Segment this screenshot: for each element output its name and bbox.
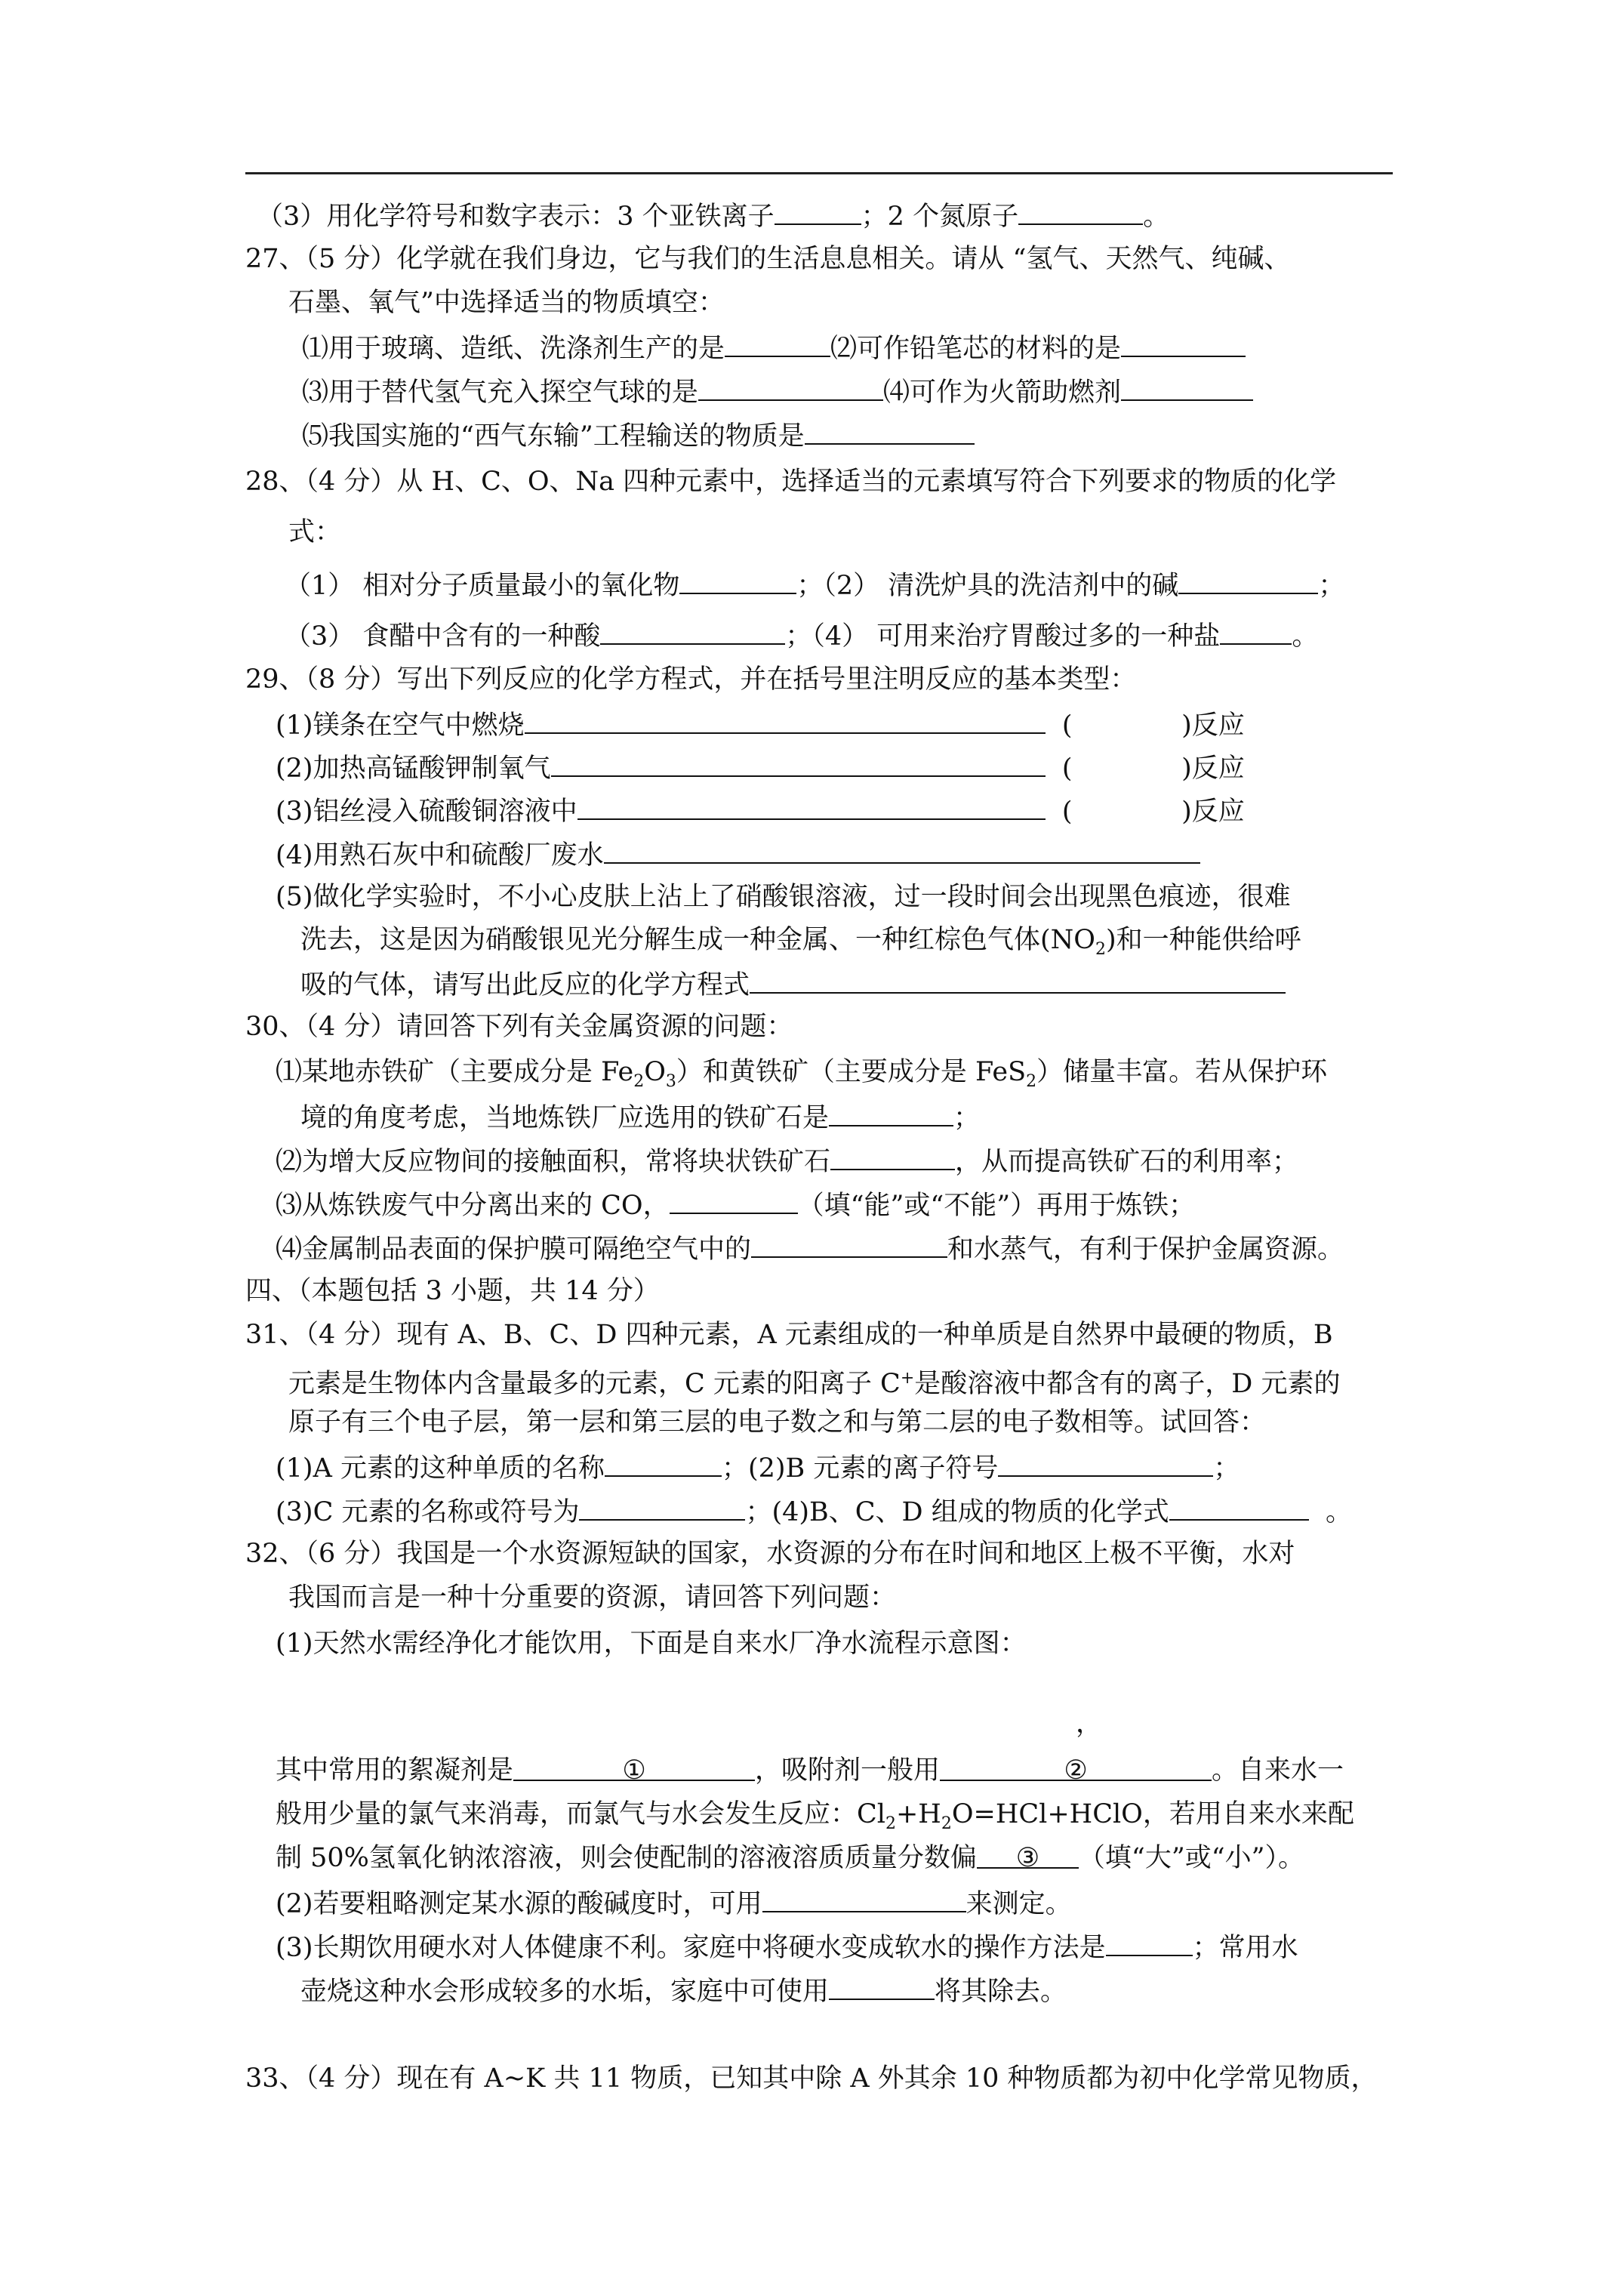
text-line-l33 [276, 1627, 1027, 1660]
text-line-l31 [245, 1537, 1295, 1570]
answer-blank: ② [940, 1754, 1212, 1781]
line-text: ；常用水 [1192, 1933, 1298, 1963]
line-text: 制 50%氢氧化钠浓溶液，则会使配制的溶液溶质质量分数偏 [276, 1843, 977, 1873]
line-text: (1)A 元素的这种单质的名称 [276, 1453, 605, 1484]
line-text: 我国而言是一种十分重要的资源，请回答下列问题： [288, 1583, 897, 1613]
subscript: 2 [1026, 1072, 1037, 1091]
text-line-l09 [285, 567, 1344, 603]
line-text: （填“大”或“小”）。 [1078, 1843, 1304, 1873]
line-text: )和一种能供给呼 [1105, 925, 1301, 955]
text-line-l17 [300, 923, 1301, 966]
answer-blank [577, 793, 1046, 820]
line-text: 31、（4 分）现有 A、B、C、D 四种元素，A 元素组成的一种单质是自然界中最硬的物质，B [245, 1320, 1333, 1350]
text-line-l38 [276, 1885, 1072, 1921]
text-line-l14 [276, 793, 1245, 828]
text-line-l18 [300, 966, 1286, 1002]
line-text: (1)镁条在空气中燃烧 [276, 710, 525, 741]
text-line-l08 [288, 516, 341, 549]
text-line-l37 [276, 1841, 1304, 1875]
line-text: ；（4） 可用来治疗胃酸过多的一种盐 [785, 621, 1221, 652]
line-text: (5)做化学实验时，不小心皮肤上沾上了硝酸银溶液，过一段时间会出现黑色痕迹，很难 [276, 882, 1291, 912]
answer-blank [829, 1099, 953, 1126]
text-line-l11 [245, 663, 1136, 696]
text-line-l03 [288, 286, 725, 319]
answer-blank [551, 750, 1046, 777]
line-text: O=HCl+HClO，若用自来水来配 [951, 1799, 1354, 1829]
line-text: 是酸溶液中都含有的离子，D 元素的 [914, 1369, 1341, 1399]
line-text: (3)C 元素的名称或符号为 [276, 1497, 580, 1527]
text-line-l02 [245, 242, 1290, 276]
text-line-l07 [245, 465, 1336, 498]
answer-blank: ① [513, 1754, 755, 1781]
line-text: 原子有三个电子层，第一层和第三层的电子数之和与第二层的电子数相等。试回答： [288, 1407, 1267, 1438]
answer-blank [600, 618, 785, 645]
answer-blank [762, 1885, 966, 1912]
line-text: ⑴某地赤铁矿（主要成分是 Fe [276, 1057, 634, 1087]
answer-blank [775, 198, 861, 225]
text-line-l15 [276, 837, 1200, 872]
text-line-l24 [276, 1231, 1344, 1266]
answer-blank [604, 837, 1200, 864]
line-text: 境的角度考虑，当地炼铁厂应选用的铁矿石是 [300, 1103, 830, 1133]
line-text: 四、（本题包括 3 小题，共 14 分） [245, 1276, 660, 1306]
line-text: ( )反应 [1045, 754, 1245, 784]
line-text: (1)天然水需经净化才能饮用，下面是自来水厂净水流程示意图： [276, 1629, 1027, 1659]
line-text: 30、（4 分）请回答下列有关金属资源的问题： [245, 1012, 793, 1042]
text-line-l27 [288, 1362, 1340, 1401]
line-text: ；(2)B 元素的离子符号 [721, 1453, 999, 1484]
text-line-l10 [285, 618, 1318, 653]
line-text: ； [953, 1103, 981, 1133]
line-text: ； [1213, 1453, 1240, 1484]
line-text: （3）用化学符号和数字表示：3 个亚铁离子 [257, 202, 775, 232]
line-text: ⑵可作铅笔芯的材料的是 [830, 334, 1122, 364]
answer-blank [1121, 330, 1246, 357]
line-text: ⑸我国实施的“西气东输”工程输送的物质是 [302, 421, 805, 451]
text-line-l20 [276, 1056, 1327, 1099]
line-text: ⑷金属制品表面的保护膜可隔绝空气中的 [276, 1234, 752, 1265]
text-line-l35 [276, 1754, 1344, 1787]
answer-blank [1169, 1493, 1309, 1521]
text-line-l25 [245, 1274, 660, 1308]
line-text: 吸的气体，请写出此反应的化学方程式 [300, 970, 750, 1000]
line-text: ( )反应 [1045, 710, 1245, 741]
line-text: （3） 食醋中含有的一种酸 [285, 621, 601, 652]
answer-blank [670, 1187, 798, 1214]
answer-blank [725, 330, 830, 357]
line-text: ⑶从炼铁废气中分离出来的 CO， [276, 1191, 670, 1221]
line-text: ⑴用于玻璃、造纸、洗涤剂生产的是 [302, 334, 725, 364]
text-line-l22 [276, 1143, 1298, 1179]
line-text: 般用少量的氯气来消毒，而氯气与水会发生反应：Cl [276, 1799, 885, 1829]
line-text: (2)加热高锰酸钾制氧气 [276, 754, 551, 784]
answer-blank [805, 418, 975, 445]
line-text: ，吸附剂一般用 [755, 1755, 941, 1786]
subscript: 2 [885, 1814, 896, 1833]
line-text: ⑶用于替代氢气充入探空气球的是 [302, 378, 699, 408]
answer-blank: ③ [977, 1841, 1079, 1869]
subscript: 3 [665, 1072, 676, 1091]
answer-blank [751, 1231, 947, 1258]
text-line-l30 [276, 1493, 1352, 1529]
text-line-l23 [276, 1187, 1195, 1222]
line-text: ； [1318, 571, 1345, 601]
line-text: ⑵为增大反应物间的接触面积，常将块状铁矿石 [276, 1147, 831, 1177]
line-text: （1） 相对分子质量最小的氧化物 [285, 571, 680, 601]
line-text: ⑷可作为火箭助燃剂 [883, 378, 1122, 408]
answer-blank [525, 707, 1046, 734]
text-line-l13 [276, 750, 1245, 785]
line-text: 。自来水一 [1212, 1755, 1344, 1786]
line-text: （填“能”或“不能”）再用于炼铁； [797, 1191, 1196, 1221]
answer-blank [698, 374, 883, 401]
line-text: (3)长期饮用硬水对人体健康不利。家庭中将硬水变成软水的操作方法是 [276, 1933, 1106, 1963]
line-text: 式： [288, 517, 342, 547]
text-line-l01 [257, 198, 1169, 233]
answer-blank [1220, 618, 1292, 645]
text-line-l05 [302, 374, 1253, 409]
line-text: ( )反应 [1045, 797, 1245, 827]
text-line-l36 [276, 1798, 1354, 1841]
line-text: (4)用熟石灰中和硫酸厂废水 [276, 840, 604, 871]
answer-blank [679, 567, 796, 594]
line-text: 其中常用的絮凝剂是 [276, 1755, 514, 1786]
line-text: 27、（5 分）化学就在我们身边，它与我们的生活息息相关。请从 “氢气、天然气、纯碱、 [245, 244, 1291, 274]
text-line-l40 [300, 1973, 1067, 2008]
answer-blank [1106, 1929, 1193, 1956]
line-text: 将其除去。 [935, 1977, 1067, 2007]
line-text: 29、（8 分）写出下列反应的化学方程式，并在括号里注明反应的基本类型： [245, 664, 1137, 695]
text-line-l06 [302, 418, 975, 453]
line-text: (2)若要粗略测定某水源的酸碱度时，可用 [276, 1889, 762, 1919]
header-rule [245, 172, 1393, 174]
answer-blank [579, 1493, 745, 1521]
text-line-l19 [245, 1010, 793, 1043]
line-text: ，从而提高铁矿石的利用率； [955, 1147, 1299, 1177]
answer-blank [829, 1973, 935, 2000]
line-text: ；2 个氮原子 [861, 202, 1019, 232]
answer-blank [1018, 198, 1143, 225]
subscript: 2 [633, 1072, 645, 1091]
answer-blank [830, 1143, 955, 1170]
text-line-l16 [276, 880, 1291, 914]
answer-blank [750, 966, 1286, 994]
line-text: 和水蒸气，有利于保护金属资源。 [947, 1234, 1344, 1265]
line-text: 33、（4 分）现在有 A~K 共 11 物质，已知其中除 A 外其余 10 种物质都为初中化学常见物质， [245, 2063, 1378, 2094]
line-text: ；(4)B、C、D 组成的物质的化学式 [745, 1497, 1169, 1527]
text-line-l41 [245, 2062, 1378, 2095]
subscript: 2 [1095, 940, 1106, 959]
text-line-l34 [1076, 1707, 1102, 1740]
answer-blank [605, 1450, 722, 1477]
line-text: 28、（4 分）从 H、C、O、Na 四种元素中，选择适当的元素填写符合下列要求的物质的化学 [245, 467, 1337, 497]
subscript: 2 [941, 1814, 952, 1833]
answer-blank [1178, 567, 1318, 594]
text-line-l28 [288, 1406, 1266, 1439]
line-text: 来测定。 [965, 1889, 1072, 1919]
line-text: 。 [1143, 202, 1170, 232]
line-text: 壶烧这种水会形成较多的水垢，家庭中可使用 [300, 1977, 830, 2007]
line-text: +H [895, 1799, 941, 1829]
text-line-l26 [245, 1318, 1333, 1351]
text-line-l21 [300, 1099, 980, 1135]
line-text: ）和黄铁矿（主要成分是 FeS [676, 1057, 1027, 1087]
line-text: ， [1076, 1709, 1103, 1739]
line-text: 元素是生物体内含量最多的元素，C 元素的阳离子 C [288, 1369, 901, 1399]
text-line-l12 [276, 707, 1245, 742]
text-line-l29 [276, 1450, 1240, 1485]
line-text: 洗去，这是因为硝酸银见光分解生成一种金属、一种红棕色气体(NO [300, 925, 1095, 955]
line-text: ；（2） 清洗炉具的洗洁剂中的碱 [796, 571, 1179, 601]
line-text: 32、（6 分）我国是一个水资源短缺的国家，水资源的分布在时间和地区上极不平衡，水对 [245, 1539, 1295, 1569]
line-text: O [644, 1057, 666, 1087]
line-text: 石墨、氧气”中选择适当的物质填空： [288, 288, 725, 318]
line-text: 。 [1308, 1497, 1353, 1527]
line-text: 。 [1292, 621, 1319, 652]
text-line-l39 [276, 1929, 1298, 1965]
superscript: + [900, 1369, 915, 1388]
answer-blank [998, 1450, 1213, 1477]
line-text: ）储量丰富。若从保护环 [1036, 1057, 1328, 1087]
text-line-l32 [288, 1581, 896, 1614]
text-line-l04 [302, 330, 1246, 365]
line-text: (3)铝丝浸入硫酸铜溶液中 [276, 797, 577, 827]
answer-blank [1121, 374, 1253, 401]
